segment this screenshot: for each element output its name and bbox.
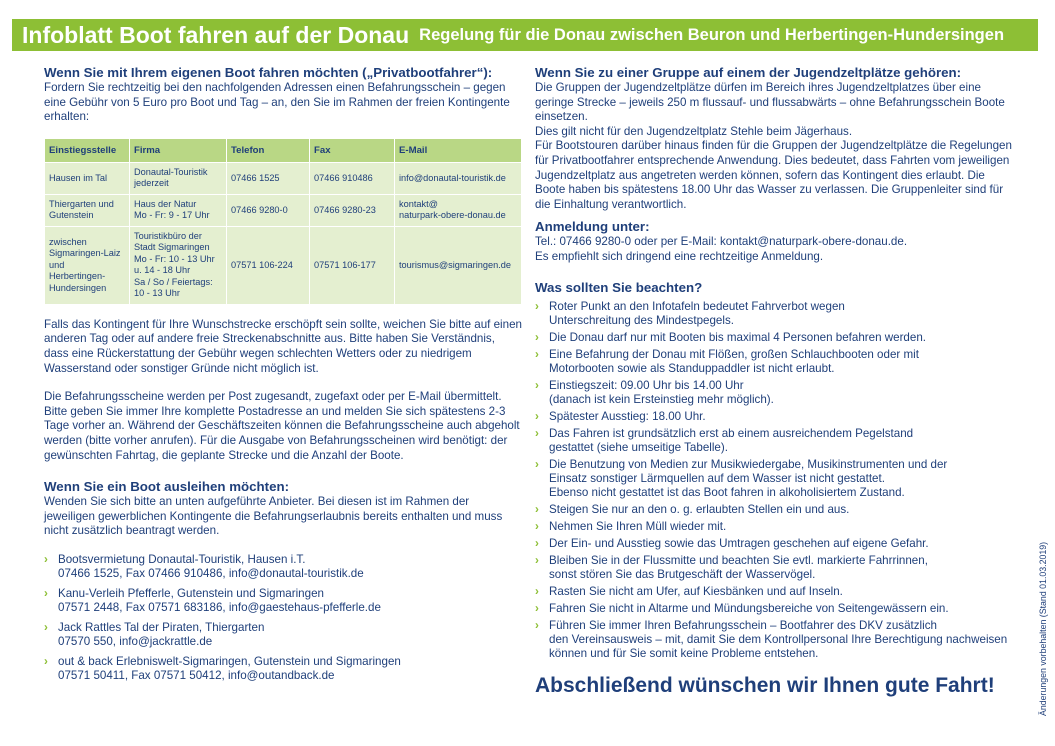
registration-line-2: Es empfiehlt sich dringend eine rechtzeitige Anmeldung. [535, 249, 824, 263]
provider-item [44, 553, 522, 581]
registration-line-1: Tel.: 07466 9280-0 oder per E-Mail: kontakt@naturpark-obere-donau.de. [535, 235, 908, 249]
rule-item [535, 458, 1013, 500]
entry-point-cell: Thiergarten und Gutenstein [45, 194, 130, 226]
fax-cell: 07466 9280-23 [310, 194, 395, 226]
provider-name: Bootsvermietung Donautal-Touristik, Hausen i.T. [58, 552, 306, 566]
fax-cell: 07571 106-177 [310, 226, 395, 304]
provider-contact: 07571 2448, Fax 07571 683186, info@gaestehaus-pfefferle.de [58, 600, 381, 614]
bullet-chevron-icon: › [535, 618, 539, 632]
closing-line: Abschließend wünschen wir Ihnen gute Fahrt! [535, 673, 995, 697]
provider-item [44, 621, 522, 649]
rule-text: Spätester Ausstieg: 18.00 Uhr. [549, 409, 706, 423]
bullet-chevron-icon: › [535, 409, 539, 423]
page-subtitle: Regelung für die Donau zwischen Beuron und Herbertingen-Hundersingen [419, 25, 1005, 44]
bullet-chevron-icon: › [535, 536, 539, 550]
table-body [45, 162, 522, 304]
left-column [44, 64, 522, 689]
entry-point-cell: zwischen Sigmaringen-Laiz und Herbertingen- Hundersingen [45, 226, 130, 304]
col-header-fax: Fax [310, 138, 395, 162]
company-cell: Touristikbüro der Stadt Sigmaringen Mo - Fr: 10 - 13 Uhr u. 14 - 18 Uhr Sa / So / Feiertags: 10 - 13 Uhr [130, 226, 227, 304]
mail-text: Die Befahrungsscheine werden per Post zugesandt, zugefaxt oder per E-Mail übermittelt. Bitte geben Sie immer Ihre komplette Postadresse an und melden Sie sich spätestens 2-3 Tage vorher an. Während der Geschäftszeiten können die Befahrungsscheine auch abgeholt werden (bitte vorher anrufen). Für die Ausgabe von Befahrungsscheinen wird benötigt: der gewünschten Fahrtag, die geplante Strecke und die Anzahl der Boote. [44, 390, 520, 462]
rent-heading: Wenn Sie ein Boot ausleihen möchten: [44, 479, 290, 495]
table-header-row [45, 138, 522, 162]
bullet-chevron-icon: › [44, 620, 48, 634]
table-row [45, 226, 522, 304]
rule-item [535, 585, 1013, 599]
rules-heading: Was sollten Sie beachten? [535, 279, 703, 295]
email-cell: kontakt@ naturpark-obere-donau.de [395, 194, 522, 226]
col-header-email: E-Mail [395, 138, 522, 162]
rule-text: Bleiben Sie in der Flussmitte und beachten Sie evtl. markierte Fahrrinnen, sonst stören Sie das Brutgeschäft der Wasservögel. [549, 553, 928, 581]
provider-name: Kanu-Verleih Pfefferle, Gutenstein und Sigmaringen [58, 586, 324, 600]
rule-text: Eine Befahrung der Donau mit Flößen, großen Schlauchbooten oder mit Motorbooten sowie als Standuppaddler ist nicht erlaubt. [549, 347, 919, 375]
bullet-chevron-icon: › [44, 586, 48, 600]
phone-cell: 07466 9280-0 [227, 194, 310, 226]
own-boat-intro: Fordern Sie rechtzeitig bei den nachfolgenden Adressen einen Befahrungsschein – gegen eine Gebühr von 5 Euro pro Boot und Tag – an, den Sie im Rahmen der freien Kontingente erhalten: [44, 81, 510, 124]
rule-text: Steigen Sie nur an den o. g. erlaubten Stellen ein und aus. [549, 502, 850, 516]
bullet-chevron-icon: › [535, 426, 539, 440]
provider-item [44, 655, 522, 683]
company-cell: Donautal-Touristik jederzeit [130, 162, 227, 194]
bullet-chevron-icon: › [535, 457, 539, 471]
group-text-2: Dies gilt nicht für den Jugendzeltplatz Stehle beim Jägerhaus. [535, 124, 853, 138]
page-title: Infoblatt Boot fahren auf der Donau [22, 21, 410, 48]
col-header-firma: Firma [130, 138, 227, 162]
phone-cell: 07571 106-224 [227, 226, 310, 304]
email-cell: info@donautal-touristik.de [395, 162, 522, 194]
right-column [535, 64, 1013, 698]
provider-contact: 07571 50411, Fax 07571 50412, info@outandback.de [58, 668, 335, 682]
rule-item [535, 410, 1013, 424]
bullet-chevron-icon: › [535, 347, 539, 361]
table-row [45, 194, 522, 226]
provider-list [44, 553, 522, 683]
rule-item [535, 427, 1013, 455]
group-text-1: Die Gruppen der Jugendzeltplätze dürfen im Bereich ihres Jugendzeltplatzes über eine geringe Strecke – jeweils 250 m flussauf- und flussabwärts – ohne Befahrungsschein Boote einsetzen. [535, 81, 1005, 124]
rule-item [535, 520, 1013, 534]
bullet-chevron-icon: › [535, 330, 539, 344]
rule-text: Die Benutzung von Medien zur Musikwiedergabe, Musikinstrumenten und der Einsatz sonstiger Lärmquellen auf dem Wasser ist nicht gestattet. Ebenso nicht gestattet ist das Boot fahren in alkoholisiertem Zustand. [549, 457, 948, 499]
email-cell: tourismus@sigmaringen.de [395, 226, 522, 304]
table-row [45, 162, 522, 194]
rule-item [535, 619, 1013, 661]
rules-list [535, 300, 1013, 661]
bullet-chevron-icon: › [535, 519, 539, 533]
rule-text: Einstiegszeit: 09.00 Uhr bis 14.00 Uhr (danach ist kein Ersteinstieg mehr möglich). [549, 378, 774, 406]
disclaimer-text: Änderungen vorbehalten (Stand 01.03.2019) [1038, 541, 1048, 716]
rule-text: Roter Punkt an den Infotafeln bedeutet Fahrverbot wegen Unterschreitung des Mindestpegels. [549, 299, 845, 327]
bullet-chevron-icon: › [535, 601, 539, 615]
rule-text: Fahren Sie nicht in Altarme und Mündungsbereiche von Seitengewässern ein. [549, 601, 949, 615]
rule-text: Die Donau darf nur mit Booten bis maximal 4 Personen befahren werden. [549, 330, 927, 344]
phone-cell: 07466 1525 [227, 162, 310, 194]
group-heading: Wenn Sie zu einer Gruppe auf einem der Jugendzeltplätze gehören: [535, 65, 962, 80]
provider-name: out & back Erlebniswelt-Sigmaringen, Gutenstein und Sigmaringen [58, 654, 401, 668]
rule-item [535, 537, 1013, 551]
own-boat-heading: Wenn Sie mit Ihrem eigenen Boot fahren möchten („Privatbootfahrer“): [44, 65, 493, 80]
bullet-chevron-icon: › [44, 552, 48, 566]
provider-name: Jack Rattles Tal der Piraten, Thiergarten [58, 620, 265, 634]
rent-intro: Wenden Sie sich bitte an unten aufgeführte Anbieter. Bei diesen ist im Rahmen der jeweiligen gewerblichen Kontingente die Befahrungserlaubnis bereits enthalten und muss nicht zusätzlich beantragt werden. [44, 495, 503, 538]
rule-text: Rasten Sie nicht am Ufer, auf Kiesbänken und auf Inseln. [549, 584, 843, 598]
bullet-chevron-icon: › [535, 584, 539, 598]
bullet-chevron-icon: › [535, 502, 539, 516]
col-header-einstieg: Einstiegsstelle [45, 138, 130, 162]
provider-item [44, 587, 522, 615]
rule-text: Führen Sie immer Ihren Befahrungsschein – Bootfahrer des DKV zusätzlich den Vereinsausweis – mit, damit Sie dem Kontrollpersonal Ihre Berechtigung nachweisen können und für Sie somit keine Probleme entstehen. [549, 618, 1008, 660]
rule-item [535, 602, 1013, 616]
rule-item [535, 300, 1013, 328]
rule-item [535, 348, 1013, 376]
rule-item [535, 379, 1013, 407]
col-header-telefon: Telefon [227, 138, 310, 162]
contact-table [44, 138, 522, 305]
group-text-3: Für Bootstouren darüber hinaus finden für die Gruppen der Jugendzeltplätze die Regelungen für Privatbootfahrer entsprechende Anwendung. Dies bedeutet, dass Fahrten vom jeweiligen Jugendzeltplatz aus angetreten werden können, sofern das Kontingent dies erlaubt. Die Boote haben bis spätestens 18.00 Uhr das Wasser zu verlassen. Die Gruppenleiter sind für die Einhaltung verantwortlich. [535, 139, 1012, 211]
company-cell: Haus der Natur Mo - Fr: 9 - 17 Uhr [130, 194, 227, 226]
bullet-chevron-icon: › [44, 654, 48, 668]
rule-item [535, 331, 1013, 345]
bullet-chevron-icon: › [535, 378, 539, 392]
quota-text: Falls das Kontingent für Ihre Wunschstrecke erschöpft sein sollte, weichen Sie bitte auf einen anderen Tag oder auf andere freie Streckenabschnitte aus. Bitte haben Sie Verständnis, dass eine Rückerstattung der Gebühr wegen schlechten Wetters oder zu niedrigem Wasserstand oder sonstiger Gründe nicht möglich ist. [44, 317, 522, 375]
registration-heading: Anmeldung unter: [535, 219, 650, 235]
fax-cell: 07466 910486 [310, 162, 395, 194]
rule-item [535, 503, 1013, 517]
entry-point-cell: Hausen im Tal [45, 162, 130, 194]
bullet-chevron-icon: › [535, 299, 539, 313]
rule-text: Nehmen Sie Ihren Müll wieder mit. [549, 519, 727, 533]
rule-item [535, 554, 1013, 582]
header-banner [12, 19, 1038, 51]
provider-contact: 07466 1525, Fax 07466 910486, info@donautal-touristik.de [58, 566, 364, 580]
bullet-chevron-icon: › [535, 553, 539, 567]
rule-text: Der Ein- und Ausstieg sowie das Umtragen geschehen auf eigene Gefahr. [549, 536, 929, 550]
rule-text: Das Fahren ist grundsätzlich erst ab einem ausreichendem Pegelstand gestattet (siehe umseitige Tabelle). [549, 426, 914, 454]
provider-contact: 07570 550, info@jackrattle.de [58, 634, 213, 648]
